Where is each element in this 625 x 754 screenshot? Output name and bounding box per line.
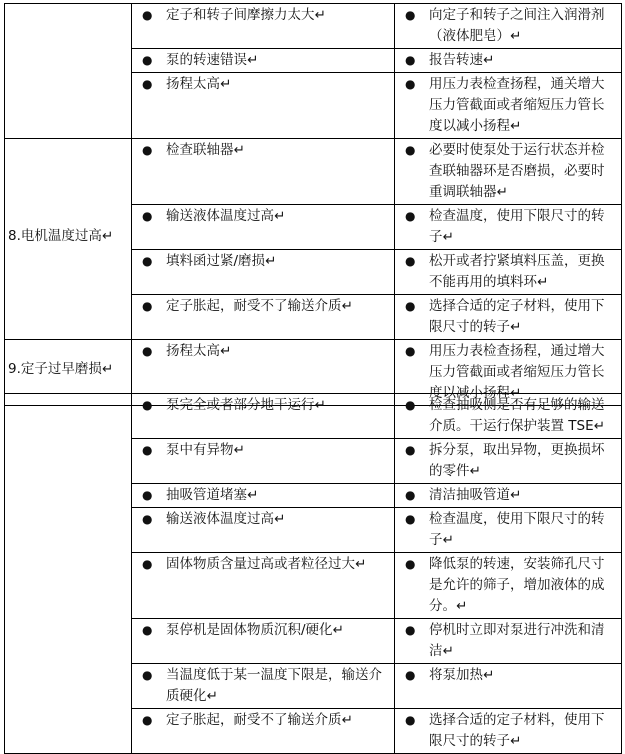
cause-cell [132, 73, 395, 139]
remedy-cell [395, 619, 622, 664]
bullet-icon: ● [142, 713, 153, 727]
bullet-icon: ● [142, 53, 153, 67]
bullet-icon: ● [405, 623, 416, 637]
cause-text: 扬程太高↵ [166, 76, 232, 92]
remedy-text: 降低泵的转速，安装筛孔尺寸是允许的筛子，增加液体的成分。↵ [429, 556, 605, 614]
bullet-icon: ● [405, 254, 416, 268]
cause-cell [132, 394, 395, 439]
bullet-icon: ● [405, 512, 416, 526]
remedy-cell [395, 709, 622, 754]
cause-cell [132, 553, 395, 619]
cause-text: 定子和转子间摩擦力太大↵ [166, 7, 326, 23]
bullet-icon: ● [405, 398, 416, 412]
remedy-cell [395, 664, 622, 709]
bullet-icon: ● [405, 53, 416, 67]
cause-text: 固体物质含量过高或者粒径过大↵ [166, 556, 367, 572]
remedy-text: 检查抽吸侧是否有足够的输送介质。干运行保护装置 TSE↵ [429, 397, 605, 434]
remedy-cell [395, 250, 622, 295]
table-row [5, 394, 622, 439]
bullet-icon: ● [405, 668, 416, 682]
cause-cell [132, 49, 395, 73]
bullet-icon: ● [405, 8, 416, 22]
cause-text: 定子胀起，耐受不了输送介质↵ [166, 712, 353, 728]
bullet-icon: ● [405, 299, 416, 313]
cause-text: 泵完全或者部分地干运行↵ [166, 397, 326, 413]
bullet-icon: ● [405, 488, 416, 502]
bullet-icon: ● [405, 209, 416, 223]
problem-label [5, 394, 132, 754]
cause-cell [132, 250, 395, 295]
bullet-icon: ● [405, 443, 416, 457]
cause-cell [132, 508, 395, 553]
remedy-text: 检查温度，使用下限尺寸的转子↵ [429, 511, 605, 548]
remedy-text: 松开或者拧紧填料压盖，更换不能再用的填料环↵ [429, 253, 605, 290]
cause-cell [132, 295, 395, 340]
remedy-text: 拆分泵，取出异物，更换损坏的零件↵ [429, 442, 605, 479]
remedy-text: 选择合适的定子材料，使用下限尺寸的转子↵ [429, 712, 605, 749]
bullet-icon: ● [142, 398, 153, 412]
bullet-icon: ● [142, 623, 153, 637]
cause-cell [132, 709, 395, 754]
remedy-text: 清洁抽吸管道↵ [429, 487, 522, 503]
cause-cell [132, 484, 395, 508]
remedy-text: 必要时使泵处于运行状态并检查联轴器环是否磨损，必要时重调联轴器↵ [429, 142, 605, 200]
bullet-icon: ● [142, 557, 153, 571]
remedy-cell [395, 4, 622, 49]
remedy-cell [395, 484, 622, 508]
remedy-text: 停机时立即对泵进行冲洗和清洁↵ [429, 622, 605, 659]
remedy-cell [395, 553, 622, 619]
bullet-icon: ● [142, 668, 153, 682]
remedy-text: 用压力表检查扬程，通关增大压力管截面或者缩短压力管长度以减小扬程↵ [429, 76, 605, 134]
troubleshooting-table-1 [4, 3, 622, 406]
table-row [5, 4, 622, 49]
remedy-text: 将泵加热↵ [429, 667, 495, 683]
remedy-text: 报告转速↵ [429, 52, 495, 68]
remedy-cell [395, 295, 622, 340]
bullet-icon: ● [142, 143, 153, 157]
cause-cell [132, 4, 395, 49]
cause-text: 当温度低于某一温度下限是，输送介质硬化↵ [166, 667, 382, 704]
cause-text: 检查联轴器↵ [166, 142, 245, 158]
bullet-icon: ● [142, 512, 153, 526]
problem-label: 9.定子过早磨损↵ [5, 340, 132, 406]
bullet-icon: ● [405, 713, 416, 727]
bullet-icon: ● [142, 488, 153, 502]
remedy-text: 选择合适的定子材料，使用下限尺寸的转子↵ [429, 298, 605, 335]
bullet-icon: ● [405, 557, 416, 571]
bullet-icon: ● [142, 209, 153, 223]
bullet-icon: ● [405, 344, 416, 358]
cause-text: 填料函过紧/磨损↵ [166, 253, 277, 269]
cause-text: 定子胀起，耐受不了输送介质↵ [166, 298, 353, 314]
cause-cell [132, 439, 395, 484]
cause-text: 扬程太高↵ [166, 343, 232, 359]
cause-text: 泵停机是固体物质沉积/硬化↵ [166, 622, 344, 638]
cause-cell [132, 139, 395, 205]
table-row [5, 139, 622, 205]
cause-cell [132, 619, 395, 664]
bullet-icon: ● [142, 254, 153, 268]
bullet-icon: ● [142, 77, 153, 91]
bullet-icon: ● [405, 143, 416, 157]
cause-text: 输送液体温度过高↵ [166, 511, 286, 527]
remedy-text: 用压力表检查扬程，通过增大压力管截面或者缩短压力管长度以减小扬程↵ [429, 343, 605, 401]
cause-text: 抽吸管道堵塞↵ [166, 487, 259, 503]
cause-text: 泵中有异物↵ [166, 442, 245, 458]
remedy-cell [395, 139, 622, 205]
cause-cell [132, 205, 395, 250]
remedy-cell [395, 508, 622, 553]
remedy-text: 检查温度，使用下限尺寸的转子↵ [429, 208, 605, 245]
bullet-icon: ● [142, 344, 153, 358]
remedy-cell [395, 394, 622, 439]
remedy-cell [395, 49, 622, 73]
bullet-icon: ● [142, 299, 153, 313]
cause-text: 泵的转速错误↵ [166, 52, 259, 68]
problem-label [5, 4, 132, 139]
cause-text: 输送液体温度过高↵ [166, 208, 286, 224]
remedy-cell [395, 73, 622, 139]
bullet-icon: ● [142, 8, 153, 22]
cause-cell [132, 664, 395, 709]
remedy-cell [395, 439, 622, 484]
remedy-cell [395, 205, 622, 250]
problem-label: 8.电机温度过高↵ [5, 139, 132, 340]
bullet-icon: ● [405, 77, 416, 91]
remedy-text: 向定子和转子之间注入润滑剂（液体肥皂）↵ [429, 7, 605, 44]
troubleshooting-table-2 [4, 393, 622, 754]
bullet-icon: ● [142, 443, 153, 457]
